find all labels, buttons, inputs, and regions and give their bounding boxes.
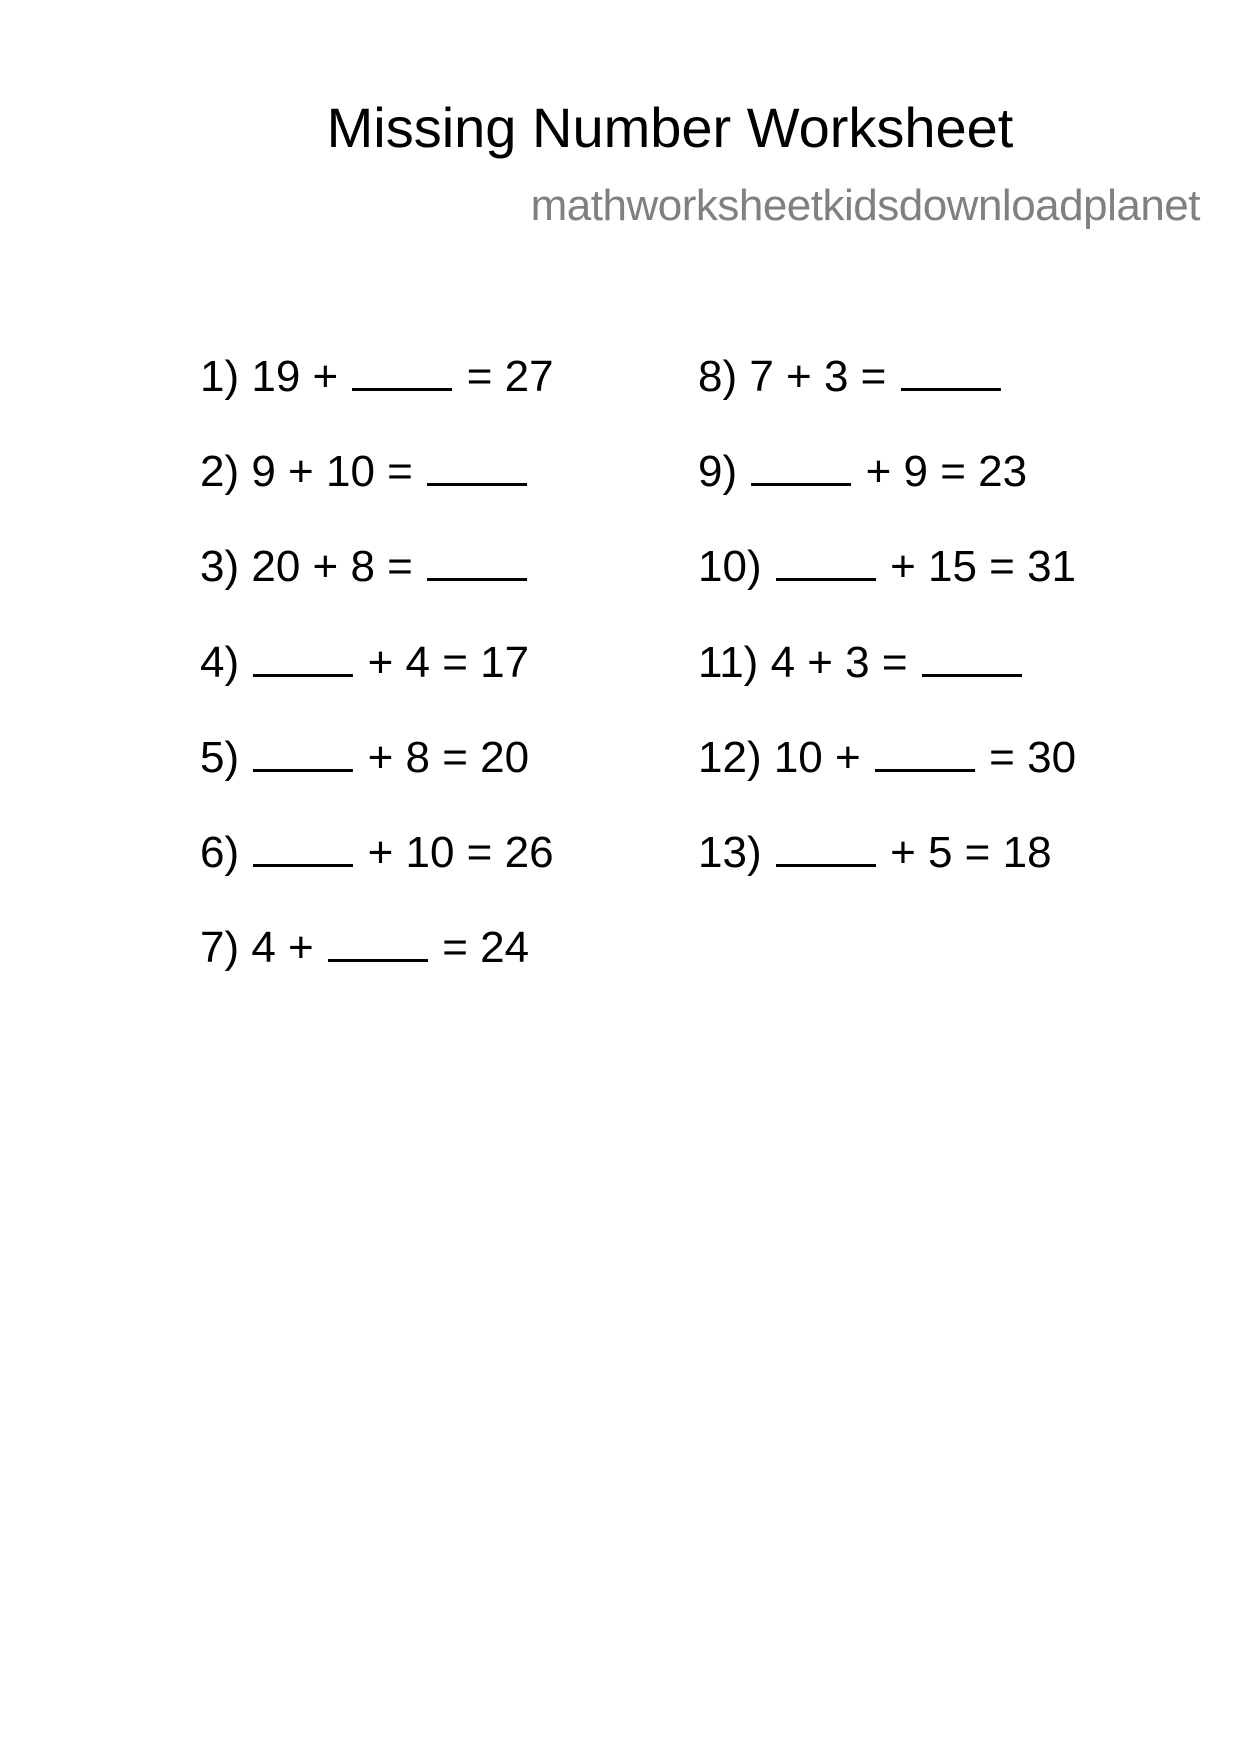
problems-column-left	[200, 348, 554, 1014]
page-title: Missing Number Worksheet	[326, 96, 1014, 159]
problem-expression-after: + 10 = 26	[367, 827, 554, 877]
answer-blank[interactable]	[922, 634, 1022, 677]
problem-number: 8)	[698, 352, 738, 401]
problem-9	[698, 443, 1076, 538]
problem-expression-after: + 9 = 23	[865, 447, 1028, 497]
problem-5	[200, 729, 554, 824]
problem-number: 7)	[200, 923, 240, 973]
problems-column-right	[698, 348, 1076, 919]
problem-number: 13)	[698, 827, 762, 877]
problem-number: 6)	[200, 827, 240, 877]
problem-expression-after: + 8 = 20	[367, 732, 530, 782]
problem-expression-after: = 27	[466, 352, 554, 401]
problem-13	[698, 824, 1076, 919]
answer-blank[interactable]	[253, 634, 353, 677]
answer-blank[interactable]	[328, 919, 428, 962]
answer-blank[interactable]	[751, 443, 851, 486]
problem-expression-before: 4 +	[251, 923, 314, 973]
problem-number: 10)	[698, 542, 762, 592]
answer-blank[interactable]	[253, 824, 353, 867]
problem-expression-before: 10 +	[773, 732, 861, 782]
answer-blank[interactable]	[253, 729, 353, 772]
problem-expression-after: + 5 = 18	[890, 827, 1052, 877]
problem-number: 2)	[200, 447, 240, 497]
problem-12	[698, 729, 1076, 824]
problem-number: 12)	[698, 732, 762, 782]
problem-8	[698, 348, 1076, 443]
problem-1	[200, 348, 554, 443]
problem-number: 11)	[698, 637, 759, 687]
answer-blank[interactable]	[776, 538, 876, 581]
problem-expression-before: 4 + 3 =	[770, 637, 908, 687]
problem-number: 4)	[200, 637, 240, 687]
answer-blank[interactable]	[776, 824, 876, 867]
answer-blank[interactable]	[875, 729, 975, 772]
problem-2	[200, 443, 554, 538]
problem-expression-after: = 24	[442, 923, 530, 973]
problem-expression-before: 19 +	[251, 352, 339, 401]
problem-expression-before: 9 + 10 =	[251, 447, 413, 497]
problem-number: 9)	[698, 447, 738, 497]
problem-expression-after: + 4 = 17	[367, 637, 530, 687]
problem-number: 5)	[200, 732, 240, 782]
problem-11	[698, 634, 1076, 729]
answer-blank[interactable]	[352, 348, 452, 391]
problem-number: 1)	[200, 352, 240, 401]
problem-10	[698, 538, 1076, 633]
answer-blank[interactable]	[427, 443, 527, 486]
problem-4	[200, 634, 554, 729]
problem-expression-after: = 30	[989, 732, 1077, 782]
site-watermark: mathworksheetkidsdownloadplanet	[530, 181, 1200, 230]
answer-blank[interactable]	[901, 348, 1001, 391]
problem-expression-before: 20 + 8 =	[251, 542, 413, 592]
problem-expression-after: + 15 = 31	[890, 542, 1077, 592]
problem-6	[200, 824, 554, 919]
problem-number: 3)	[200, 542, 240, 592]
problem-expression-before: 7 + 3 =	[749, 352, 887, 401]
problem-3	[200, 538, 554, 633]
problem-7	[200, 919, 554, 1014]
answer-blank[interactable]	[427, 538, 527, 581]
